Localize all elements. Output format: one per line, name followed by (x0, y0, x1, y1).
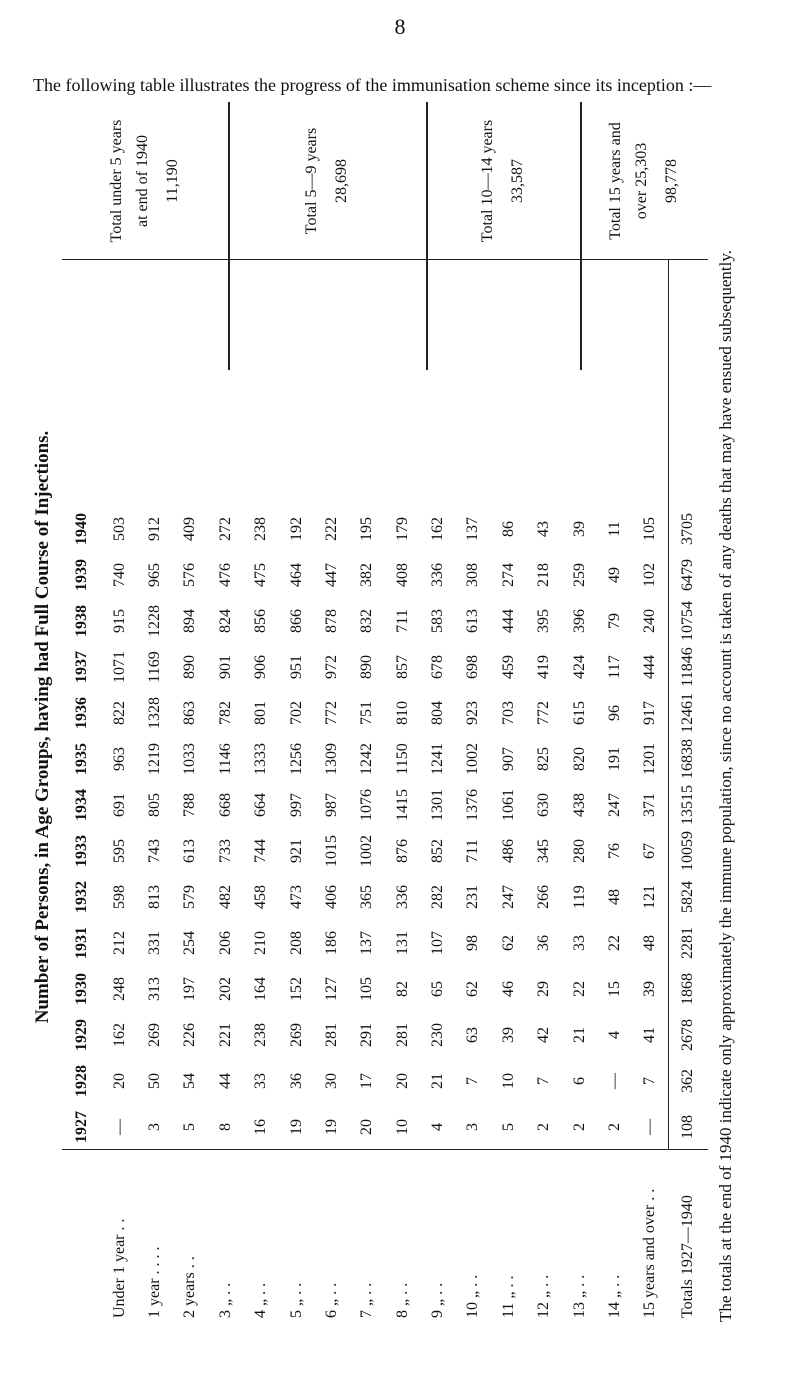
row-label: 15 years and over . . (641, 1188, 659, 1318)
table-cell: 162 (110, 1023, 128, 1047)
table-cell: 464 (287, 563, 305, 587)
summary-value: 11,190 (164, 159, 181, 203)
page-number: 8 (394, 14, 406, 39)
table-cell: 17 (358, 1073, 376, 1089)
table-cell: 43 (535, 521, 553, 537)
totals-cell: 13515 (679, 785, 696, 825)
table-cell: 3 (146, 1123, 164, 1131)
table-cell: 743 (146, 839, 164, 863)
row-label: 4 „ . . (252, 1282, 270, 1318)
table-cell: 345 (535, 839, 553, 863)
table-cell: 822 (110, 701, 128, 725)
totals-cell: 2281 (679, 927, 696, 959)
totals-cell: 10059 (679, 831, 696, 871)
table-cell: 195 (358, 517, 376, 541)
year-header: 1935 (73, 743, 90, 775)
table-cell: 48 (641, 935, 659, 951)
table-cell: 127 (322, 977, 340, 1001)
table-cell: 313 (146, 977, 164, 1001)
column-divider (62, 1149, 708, 1150)
table-cell: 269 (146, 1023, 164, 1047)
table-cell: 105 (358, 977, 376, 1001)
table-cell: 1256 (287, 743, 305, 775)
table-cell: 878 (322, 609, 340, 633)
totals-cell: 3705 (679, 513, 696, 545)
table-cell: 906 (252, 655, 270, 679)
table-cell: 1241 (429, 743, 447, 775)
table-cell: 890 (358, 655, 376, 679)
summary-label: Total 10—14 years (479, 119, 496, 243)
table-cell: 82 (393, 981, 411, 997)
table-cell: 788 (181, 793, 199, 817)
summary-label: at end of 1940 (134, 135, 151, 227)
table-cell: 137 (358, 931, 376, 955)
table-cell: 782 (216, 701, 234, 725)
table-cell: 218 (535, 563, 553, 587)
table-cell: 424 (570, 655, 588, 679)
table-cell: 282 (429, 885, 447, 909)
summary-label: Total under 5 years (108, 119, 125, 243)
table-cell: 20 (393, 1073, 411, 1089)
row-label: 12 „ . . (535, 1274, 553, 1318)
table-cell: 44 (216, 1073, 234, 1089)
table-cell: 10 (393, 1119, 411, 1135)
totals-cell: 10754 (679, 601, 696, 641)
table-cell: 1415 (393, 789, 411, 821)
table-cell: 396 (570, 609, 588, 633)
table-cell: 894 (181, 609, 199, 633)
table-cell: 1033 (181, 743, 199, 775)
table-cell: 238 (252, 517, 270, 541)
table-cell: 1076 (358, 789, 376, 821)
row-label: 6 „ . . (322, 1282, 340, 1318)
table-cell: 221 (216, 1023, 234, 1047)
table-cell: 2 (535, 1123, 553, 1131)
table-cell: 208 (287, 931, 305, 955)
table-cell: 917 (641, 701, 659, 725)
table-cell: 475 (252, 563, 270, 587)
table-cell: — (641, 1119, 659, 1135)
table-cell: 152 (287, 977, 305, 1001)
table-cell: 41 (641, 1027, 659, 1043)
table-cell: 7 (641, 1077, 659, 1085)
table-cell: 10 (499, 1073, 517, 1089)
table-cell: 1309 (322, 743, 340, 775)
table-cell: 447 (322, 563, 340, 587)
summary-label: Total 5—9 years (303, 127, 320, 235)
summary-block (580, 102, 708, 260)
intro-paragraph: The following table illustrates the progress of the immunisation scheme since its inception :— (33, 75, 712, 95)
table-cell: 963 (110, 747, 128, 771)
table-cell: 131 (393, 931, 411, 955)
table-cell: 825 (535, 747, 553, 771)
summary-label: over 25,303 (633, 142, 650, 220)
table-cell: 164 (252, 977, 270, 1001)
totals-cell: 11846 (679, 647, 696, 687)
table-cell: 923 (464, 701, 482, 725)
table-cell: 1150 (393, 743, 411, 775)
row-label: 8 „ . . (393, 1282, 411, 1318)
table-cell: 810 (393, 701, 411, 725)
table-cell: 438 (570, 793, 588, 817)
year-header: 1930 (73, 973, 90, 1005)
table-cell: 202 (216, 977, 234, 1001)
table-cell: 186 (322, 931, 340, 955)
table-cell: 197 (181, 977, 199, 1001)
table-cell: 240 (641, 609, 659, 633)
table-cell: 459 (499, 655, 517, 679)
table-cell: 486 (499, 839, 517, 863)
year-header: 1939 (73, 559, 90, 591)
table-cell: 406 (322, 885, 340, 909)
table-cell: 852 (429, 839, 447, 863)
row-label: 5 „ . . (287, 1282, 305, 1318)
table-cell: 39 (570, 521, 588, 537)
table-cell: 615 (570, 701, 588, 725)
row-label: 13 „ . . (570, 1274, 588, 1318)
table-cell: 121 (641, 885, 659, 909)
table-cell: 744 (252, 839, 270, 863)
table-cell: 1061 (499, 789, 517, 821)
table-cell: 691 (110, 793, 128, 817)
table-cell: 772 (322, 701, 340, 725)
table-cell: 419 (535, 655, 553, 679)
summary-label: Total 15 years and (607, 122, 624, 240)
table-cell: 579 (181, 885, 199, 909)
table-cell: 280 (570, 839, 588, 863)
table-cell: 16 (252, 1119, 270, 1135)
table-cell: 86 (499, 521, 517, 537)
table-cell: 921 (287, 839, 305, 863)
table-cell: 583 (429, 609, 447, 633)
table-cell: 238 (252, 1023, 270, 1047)
table-cell: 863 (181, 701, 199, 725)
year-header: 1932 (73, 881, 90, 913)
table-cell: 4 (605, 1031, 623, 1039)
year-header: 1933 (73, 835, 90, 867)
table-cell: 21 (570, 1027, 588, 1043)
table-cell: 876 (393, 839, 411, 863)
table-cell: 272 (216, 517, 234, 541)
table-cell: 907 (499, 747, 517, 771)
table-cell: 274 (499, 563, 517, 587)
table-cell: 33 (570, 935, 588, 951)
table-cell: 179 (393, 517, 411, 541)
table-cell: 20 (358, 1119, 376, 1135)
table-cell: 336 (393, 885, 411, 909)
table-cell: 365 (358, 885, 376, 909)
table-cell: 281 (322, 1023, 340, 1047)
table-cell: 62 (499, 935, 517, 951)
table-cell: 598 (110, 885, 128, 909)
table-cell: 857 (393, 655, 411, 679)
table-cell: 230 (429, 1023, 447, 1047)
table-cell: — (605, 1073, 623, 1089)
table-cell: 226 (181, 1023, 199, 1047)
table-cell: 162 (429, 517, 447, 541)
row-label: 1 year . . . . (146, 1246, 164, 1318)
totals-cell: 2678 (679, 1019, 696, 1051)
table-cell: 668 (216, 793, 234, 817)
table-cell: 247 (499, 885, 517, 909)
table-cell: 613 (181, 839, 199, 863)
table-cell: 248 (110, 977, 128, 1001)
table-cell: 5 (181, 1123, 199, 1131)
table-cell: 96 (605, 705, 623, 721)
table-cell: 336 (429, 563, 447, 587)
table-cell: 20 (110, 1073, 128, 1089)
table-cell: 476 (216, 563, 234, 587)
table-cell: 1219 (146, 743, 164, 775)
summary-block (426, 102, 580, 260)
table-cell: 266 (535, 885, 553, 909)
table-cell: 192 (287, 517, 305, 541)
table-cell: 1242 (358, 743, 376, 775)
totals-cell: 1868 (679, 973, 696, 1005)
table-cell: 698 (464, 655, 482, 679)
totals-cell: 5824 (679, 881, 696, 913)
table-cell: 965 (146, 563, 164, 587)
totals-cell: 6479 (679, 559, 696, 591)
summary-value: 98,778 (663, 159, 680, 203)
year-header: 1936 (73, 697, 90, 729)
table-cell: 46 (499, 981, 517, 997)
table-cell: 813 (146, 885, 164, 909)
table-cell: 997 (287, 793, 305, 817)
table-cell: 1201 (641, 743, 659, 775)
table-cell: 4 (429, 1123, 447, 1131)
table-cell: 107 (429, 931, 447, 955)
table-cell: 1328 (146, 697, 164, 729)
table-cell: 331 (146, 931, 164, 955)
table-cell: 751 (358, 701, 376, 725)
table-cell: 117 (605, 655, 623, 679)
table-cell: 395 (535, 609, 553, 633)
table-cell: 458 (252, 885, 270, 909)
table-cell: 7 (464, 1077, 482, 1085)
table-cell: 1015 (322, 835, 340, 867)
year-header: 1938 (73, 605, 90, 637)
table-cell: 36 (287, 1073, 305, 1089)
table-cell: 206 (216, 931, 234, 955)
year-header: 1934 (73, 789, 90, 821)
table-cell: 11 (605, 521, 623, 537)
table-cell: 1002 (464, 743, 482, 775)
summary-block (62, 102, 228, 260)
table-cell: 1301 (429, 789, 447, 821)
summary-value: 28,698 (333, 159, 350, 203)
table-cell: 576 (181, 563, 199, 587)
table-cell: 19 (322, 1119, 340, 1135)
totals-cell: 16838 (679, 739, 696, 779)
table-cell: 1376 (464, 789, 482, 821)
row-label: 11 „ . . (499, 1275, 517, 1318)
table-cell: 772 (535, 701, 553, 725)
table-cell: 212 (110, 931, 128, 955)
table-cell: 740 (110, 563, 128, 587)
table-cell: 42 (535, 1027, 553, 1043)
table-cell: 98 (464, 935, 482, 951)
table-cell: 678 (429, 655, 447, 679)
summary-value: 33,587 (509, 159, 526, 203)
table-cell: 102 (641, 563, 659, 587)
table-cell: 1333 (252, 743, 270, 775)
row-label: 3 „ . . (216, 1282, 234, 1318)
table-cell: 62 (464, 981, 482, 997)
table-cell: 702 (287, 701, 305, 725)
table-cell: 664 (252, 793, 270, 817)
table-cell: 951 (287, 655, 305, 679)
table-cell: 890 (181, 655, 199, 679)
table-cell: 2 (570, 1123, 588, 1131)
table-cell: 231 (464, 885, 482, 909)
table-cell: 137 (464, 517, 482, 541)
table-cell: 409 (181, 517, 199, 541)
table-cell: 3 (464, 1123, 482, 1131)
year-header: 1931 (73, 927, 90, 959)
table-cell: 105 (641, 517, 659, 541)
table-cell: 49 (605, 567, 623, 583)
table-cell: 254 (181, 931, 199, 955)
table-cell: 210 (252, 931, 270, 955)
table-cell: 5 (499, 1123, 517, 1131)
table-cell: 36 (535, 935, 553, 951)
table-cell: 711 (464, 839, 482, 863)
table-cell: 6 (570, 1077, 588, 1085)
table-cell: 1146 (216, 743, 234, 775)
table-cell: 382 (358, 563, 376, 587)
table-cell: 19 (287, 1119, 305, 1135)
totals-cell: 362 (679, 1069, 696, 1093)
row-label: 10 „ . . (464, 1274, 482, 1318)
table-cell: 54 (181, 1073, 199, 1089)
table-cell: 247 (605, 793, 623, 817)
table-cell: 832 (358, 609, 376, 633)
table-cell: 987 (322, 793, 340, 817)
row-label: 7 „ . . (358, 1282, 376, 1318)
summary-block (228, 102, 426, 260)
table-cell: 824 (216, 609, 234, 633)
table-cell: 22 (570, 981, 588, 997)
table-cell: 308 (464, 563, 482, 587)
year-header: 1940 (73, 513, 90, 545)
row-label: 14 „ . . (605, 1274, 623, 1318)
row-label: Under 1 year . . (110, 1218, 128, 1318)
table-cell: 50 (146, 1073, 164, 1089)
year-header: 1927 (73, 1111, 90, 1143)
table-cell: 482 (216, 885, 234, 909)
table-cell: 29 (535, 981, 553, 997)
table-cell: 1169 (146, 651, 164, 683)
table-cell: 7 (535, 1077, 553, 1085)
table-cell: 801 (252, 701, 270, 725)
table-cell: 222 (322, 517, 340, 541)
totals-cell: 12461 (679, 693, 696, 733)
table-cell: 1228 (146, 605, 164, 637)
table-cell: 281 (393, 1023, 411, 1047)
table-cell: 21 (429, 1073, 447, 1089)
table-footnote: The totals at the end of 1940 indicate only approximately the immune population, since no account is taken of any deaths that may have ensued subsequently. (716, 250, 735, 1322)
table-cell: 711 (393, 609, 411, 633)
totals-label: Totals 1927—1940 (679, 1195, 696, 1318)
table-cell: 820 (570, 747, 588, 771)
year-header: 1929 (73, 1019, 90, 1051)
table-cell: 408 (393, 563, 411, 587)
table-cell: 804 (429, 701, 447, 725)
table-cell: 703 (499, 701, 517, 725)
table-cell: 371 (641, 793, 659, 817)
table-title: Number of Persons, in Age Groups, having had Full Course of Injections. (32, 430, 53, 1024)
table-cell: 291 (358, 1023, 376, 1047)
table-cell: 915 (110, 609, 128, 633)
rotated-table-block (30, 102, 800, 1352)
table-cell: 805 (146, 793, 164, 817)
table-cell: 444 (641, 655, 659, 679)
table-cell: 444 (499, 609, 517, 633)
table-cell: 30 (322, 1073, 340, 1089)
table-cell: 866 (287, 609, 305, 633)
table-cell: 269 (287, 1023, 305, 1047)
table-cell: 1002 (358, 835, 376, 867)
table-cell: 856 (252, 609, 270, 633)
table-cell: 39 (641, 981, 659, 997)
table-cell: 972 (322, 655, 340, 679)
table-cell: 912 (146, 517, 164, 541)
table-cell: 595 (110, 839, 128, 863)
table-cell: 79 (605, 613, 623, 629)
table-cell: 503 (110, 517, 128, 541)
table-cell: 22 (605, 935, 623, 951)
table-cell: — (110, 1119, 128, 1135)
table-cell: 733 (216, 839, 234, 863)
totals-cell: 108 (679, 1115, 696, 1139)
table-cell: 63 (464, 1027, 482, 1043)
table-cell: 65 (429, 981, 447, 997)
table-cell: 473 (287, 885, 305, 909)
year-header: 1937 (73, 651, 90, 683)
table-cell: 2 (605, 1123, 623, 1131)
table-cell: 259 (570, 563, 588, 587)
table-cell: 8 (216, 1123, 234, 1131)
row-label: 9 „ . . (429, 1282, 447, 1318)
table-cell: 191 (605, 747, 623, 771)
row-label: 2 years . . (181, 1256, 199, 1318)
table-cell: 119 (570, 885, 588, 909)
table-cell: 630 (535, 793, 553, 817)
table-cell: 1071 (110, 651, 128, 683)
year-header: 1928 (73, 1065, 90, 1097)
table-cell: 33 (252, 1073, 270, 1089)
table-cell: 613 (464, 609, 482, 633)
totals-rule (668, 260, 669, 1150)
table-cell: 48 (605, 889, 623, 905)
table-cell: 15 (605, 981, 623, 997)
table-cell: 39 (499, 1027, 517, 1043)
immunisation-table (62, 102, 708, 1322)
table-cell: 76 (605, 843, 623, 859)
table-cell: 67 (641, 843, 659, 859)
table-cell: 901 (216, 655, 234, 679)
